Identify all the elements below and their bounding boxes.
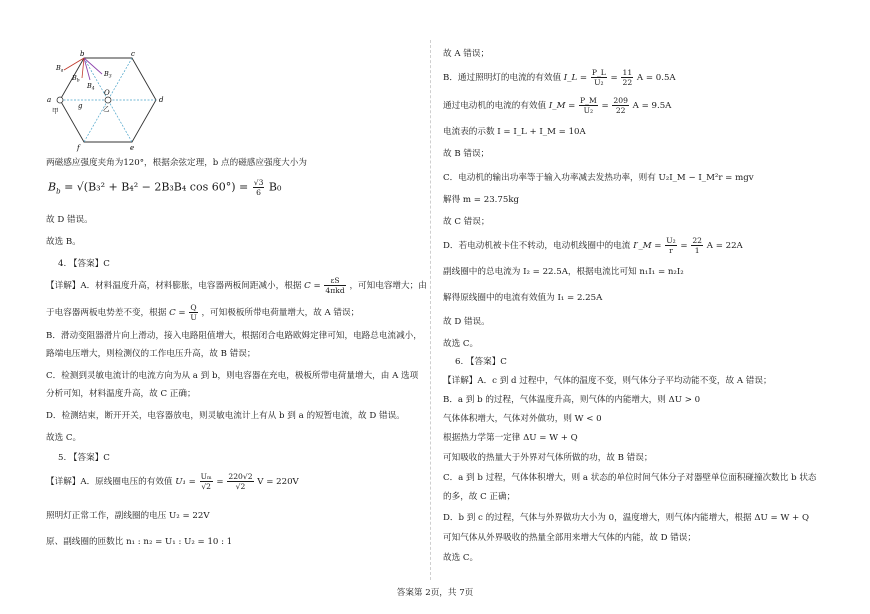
q4-a2-text: 于电容器两板电势差不变，根据 xyxy=(46,308,167,318)
r2-result: A = 0.5A xyxy=(636,73,676,83)
q4-choose: 故选 C。 xyxy=(46,433,82,443)
fig-sub-Ba: a xyxy=(60,68,64,74)
q4-detail-c-line2: 分析可知，材料温度升高，故 C 正确； xyxy=(46,389,196,399)
fig-sub-Bb: b xyxy=(76,78,80,84)
q5-a-eq: = xyxy=(216,477,224,487)
q4-detail-b-line1: B．滑动变阻器滑片向上滑动，接入电路阻值增大，根据闭合电路欧姆定律可知，电路总电流减小， xyxy=(46,331,422,341)
fig-label-Ba: B xyxy=(56,64,61,72)
left-line-4: 故选 B。 xyxy=(46,237,81,247)
q4-a2-frac-num: Q xyxy=(190,303,197,312)
fig-label-Bc: B xyxy=(104,70,109,78)
q6-detail-d-line1: D．b 到 c 的过程，气体与外界做功大小为 0，温度增大，则气体内能增大，根据 ΔU = W + Q xyxy=(443,513,809,523)
r9-frac1-den: r xyxy=(669,246,673,255)
fig-label-O: O xyxy=(104,89,110,97)
r9-eq: = xyxy=(680,241,688,251)
r3-eq: = xyxy=(601,101,609,111)
q5-a-frac1-num: Uₘ xyxy=(200,472,212,481)
formula-bb-expr: = √(B₃² + B₄² − 2B₃B₄ cos 60°) = xyxy=(64,180,252,194)
formula-bb-frac-den: 6 xyxy=(256,188,261,197)
q4-a-c-var: C = xyxy=(304,281,321,291)
r9-frac2-num: 22 xyxy=(692,236,703,245)
right-line-8: 故 C 错误； xyxy=(443,217,490,227)
r3-frac2-num: 209 xyxy=(613,96,628,105)
q5-a-result: V = 220V xyxy=(257,477,299,487)
left-line-3: 故 D 错误。 xyxy=(46,215,93,225)
r9-text: D．若电动机被卡住不转动，电动机线圈中的电流 xyxy=(443,241,631,251)
q6-detail-d-line2: 可知气体从外界吸收的热量全部用来增大气体的内能，故 D 错误； xyxy=(443,533,696,543)
fig-label-Bb: B xyxy=(72,74,77,82)
svg-text:Ba xyxy=(55,64,64,74)
q4-detail-c-line1: C．检测到灵敏电流计的电流方向为从 a 到 b，则电容器在充电，极板所带电荷量增大，由 A 选项 xyxy=(46,371,419,381)
right-line-im-stall xyxy=(443,236,743,255)
q4-a-frac-den: 4πkd xyxy=(325,286,345,295)
q6-choose: 故选 C。 xyxy=(443,553,479,563)
formula-bb-tail: B₀ xyxy=(268,180,282,194)
q4-detail-a-line1 xyxy=(46,276,427,295)
q5-a-frac2-den: √2 xyxy=(235,482,246,491)
formula-bb-var: B xyxy=(48,180,57,194)
right-line-10: 副线圈中的总电流为 I₂ = 22.5A，根据电流比可知 n₁I₁ = n₂I₂ xyxy=(443,267,684,277)
q4-a-text2: ，可知电容增大；由 xyxy=(349,281,427,291)
left-line-1: 两磁感应强度夹角为120°，根据余弦定理，b 点的磁感应强度大小为 xyxy=(46,158,307,168)
svg-text:B4 xyxy=(86,82,95,92)
q4-answer: 4. 【答案】C xyxy=(58,259,110,269)
r9-frac1-num: U₂ xyxy=(666,236,676,245)
r3-text: 通过电动机的电流的有效值 xyxy=(443,101,547,111)
r2-eq: = xyxy=(610,73,618,83)
right-line-im xyxy=(443,96,671,115)
q6-detail-b: B．a 到 b 的过程，气体温度升高，则气体的内能增大，则 ΔU > 0 xyxy=(443,395,701,405)
right-line-il xyxy=(443,68,676,87)
q6-line-w: 气体体积增大，气体对外做功，则 W < 0 xyxy=(443,414,602,424)
svg-text:Bb xyxy=(71,74,80,84)
hexagon-figure xyxy=(44,48,174,152)
column-divider xyxy=(430,40,431,580)
fig-label-b: b xyxy=(80,50,85,58)
r2-frac1-num: P_L xyxy=(591,68,606,77)
q6-line-b-end: 可知吸收的热量大于外界对气体所做的功，故 B 错误； xyxy=(443,453,653,463)
r2-frac2-den: 22 xyxy=(622,78,633,87)
q6-line-law: 根据热力学第一定律 ΔU = W + Q xyxy=(443,433,578,443)
q5-a-frac1-den: √2 xyxy=(201,482,211,491)
right-line-11: 解得原线圈中的电流有效值为 I₁ = 2.25A xyxy=(443,293,603,303)
fig-label-c: c xyxy=(131,50,135,58)
q5-a-var: U₁ = xyxy=(175,477,196,487)
right-line-4: 电流表的示数 I = I_L + I_M = 10A xyxy=(443,127,586,137)
q6-detail-c-line2: 的多，故 C 正确； xyxy=(443,492,516,502)
r3-frac1-den: U₂ xyxy=(583,106,594,115)
right-line-12: 故 D 错误。 xyxy=(443,317,490,327)
r2-var: I_L = xyxy=(563,73,588,83)
fig-sub-Bd: 4 xyxy=(91,86,95,92)
r9-frac2-den: 1 xyxy=(694,246,700,255)
q4-detail-b-line2: 路端电压增大，则检测仪的工作电压升高，故 B 错误； xyxy=(46,349,256,359)
q4-a-text: 【详解】A．材料温度升高，材料膨胀，电容器两板间距减小，根据 xyxy=(46,281,302,291)
r9-var: I′_M = xyxy=(633,241,662,251)
fig-label-yi: 乙 xyxy=(103,105,110,113)
fig-label-a: a xyxy=(47,96,52,104)
svg-text:B3 xyxy=(103,70,112,80)
r3-frac1-num: P_M xyxy=(580,96,597,105)
fig-sub-Bc: 3 xyxy=(108,74,112,80)
right-line-13: 故选 C。 xyxy=(443,339,479,349)
right-line-5: 故 B 错误； xyxy=(443,149,490,159)
q5-a-text: 【详解】A．原线圈电压的有效值 xyxy=(46,477,173,487)
q5-detail-a xyxy=(46,472,299,491)
r2-text: B．通过照明灯的电流的有效值 xyxy=(443,73,562,83)
right-line-1: 故 A 错误； xyxy=(443,49,490,59)
q5-answer: 5. 【答案】C xyxy=(58,453,110,463)
q5-a-frac2-num: 220√2 xyxy=(228,472,253,481)
fig-label-jia: 甲 xyxy=(52,107,59,115)
q6-detail-c-line1: C．a 到 b 过程，气体体积增大，则 a 状态的单位时间气体分子对器壁单位面积碰撞次数比 b 状态 xyxy=(443,473,817,483)
r2-frac1-den: U₂ xyxy=(594,78,604,87)
r3-frac2-den: 22 xyxy=(615,106,626,115)
right-line-7: 解得 m = 23.75kg xyxy=(443,195,520,205)
fig-label-Bd: B xyxy=(87,82,92,90)
fig-label-f: f xyxy=(77,144,80,152)
page-footer: 答案第 2页，共 7页 xyxy=(396,588,474,598)
formula-bb-frac-num: √3 xyxy=(253,178,264,187)
q4-a2-frac-den: U xyxy=(190,313,197,322)
fig-label-g: g xyxy=(78,102,83,110)
left-formula-bb xyxy=(48,178,281,198)
q5-line-ratio: 原、副线圈的匝数比 n₁ : n₂ = U₁ : U₂ = 10 : 1 xyxy=(46,537,233,547)
formula-bb-sub: b xyxy=(56,187,61,196)
q4-detail-a-line2 xyxy=(46,303,359,322)
q4-detail-d: D．检测结束，断开开关，电容器放电，则灵敏电流计上有从 b 到 a 的短暂电流，故 D 错误。 xyxy=(46,411,405,421)
q4-a2-text2: ，可知极板所带电荷量增大，故 A 错误； xyxy=(201,308,360,318)
fig-label-e: e xyxy=(130,144,135,152)
q5-line-u2: 照明灯正常工作，副线圈的电压 U₂ = 22V xyxy=(46,511,210,521)
fig-label-d: d xyxy=(159,96,164,104)
r9-result: A = 22A xyxy=(706,241,743,251)
q4-a2-c-var: C = xyxy=(169,308,186,318)
r3-var: I_M = xyxy=(548,101,576,111)
r3-result: A = 9.5A xyxy=(632,101,672,111)
r2-frac2-num: 11 xyxy=(622,68,633,77)
q6-detail-a: 【详解】A．c 到 d 过程中，气体的温度不变，则气体分子平均动能不变，故 A 错误； xyxy=(443,376,772,386)
right-line-6: C．电动机的输出功率等于输入功率减去发热功率，则有 U₂I_M − I_M²r = mgv xyxy=(443,173,754,183)
q6-answer: 6. 【答案】C xyxy=(455,357,507,367)
q4-a-frac-num: εS xyxy=(324,276,345,286)
